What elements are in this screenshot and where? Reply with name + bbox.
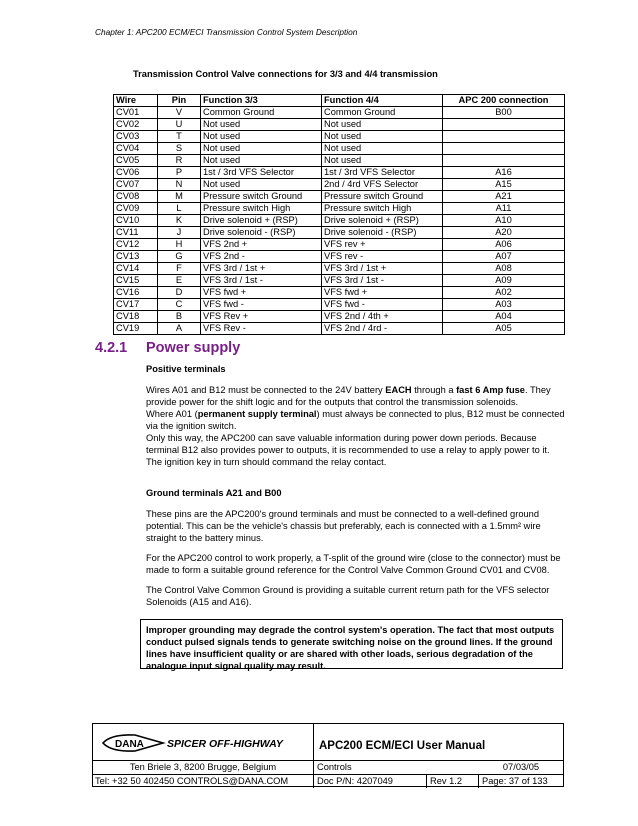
cell-function-44: VFS rev - <box>322 251 443 263</box>
cell-pin: H <box>158 239 201 251</box>
table-caption: Transmission Control Valve connections for 3/3 and 4/4 transmission <box>133 69 438 79</box>
cell-pin: T <box>158 131 201 143</box>
ground-paragraph-2: For the APC200 control to work properly, a T-split of the ground wire (close to the connector) must be made to form a suitable ground reference for the Control Valve Common Ground CV01 and CV08. <box>146 553 561 575</box>
positive-terminals-heading: Positive terminals <box>146 364 226 374</box>
table-row <box>114 191 565 203</box>
cell-function-44: Not used <box>322 131 443 143</box>
table-row <box>114 239 565 251</box>
cell-function-33: Pressure switch High <box>201 203 322 215</box>
cell-wire: CV06 <box>114 167 158 179</box>
cell-function-33: VFS fwd - <box>201 299 322 311</box>
cell-apc-connection: A21 <box>443 191 565 203</box>
cell-function-44: 1st / 3rd VFS Selector <box>322 167 443 179</box>
cell-function-33: Pressure switch Ground <box>201 191 322 203</box>
cell-pin: U <box>158 119 201 131</box>
table-row <box>114 227 565 239</box>
cell-pin: G <box>158 251 201 263</box>
table-row <box>114 215 565 227</box>
footer-row-contact <box>93 774 563 788</box>
cell-apc-connection: A07 <box>443 251 565 263</box>
grounding-warning-box: Improper grounding may degrade the control system's operation. The fact that most outputs conduct pulsed signals tends to generate switching noise on the ground lines. If the ground lines have insufficient quality or are shared with other loads, serious degradation of the analogue input signal quality may result. <box>140 619 563 669</box>
cell-pin: C <box>158 299 201 311</box>
cell-apc-connection: A20 <box>443 227 565 239</box>
cell-function-44: VFS fwd - <box>322 299 443 311</box>
cell-function-33: VFS 3rd / 1st - <box>201 275 322 287</box>
positive-terminals-block <box>146 363 566 468</box>
cell-function-44: VFS 3rd / 1st - <box>322 275 443 287</box>
ground-paragraph-1: These pins are the APC200's ground terminals and must be connected to a well-defined ground potential. This can be the vehicle's chassis but preferably, each is connected with a 1.5mm² wire straight to the battery minus. <box>146 509 541 543</box>
ground-paragraph-3: The Control Valve Common Ground is providing a suitable current return path for the VFS selector Solenoids (A15 and A16). <box>146 585 550 607</box>
cell-apc-connection: A04 <box>443 311 565 323</box>
cell-pin: L <box>158 203 201 215</box>
cell-apc-connection <box>443 143 565 155</box>
cell-apc-connection: B00 <box>443 107 565 119</box>
cell-function-44: 2nd / 4rd VFS Selector <box>322 179 443 191</box>
table-row <box>114 323 565 335</box>
cell-wire: CV14 <box>114 263 158 275</box>
cell-function-33: Common Ground <box>201 107 322 119</box>
cell-wire: CV19 <box>114 323 158 335</box>
page-footer <box>92 723 564 787</box>
footer-logo-cell <box>93 724 314 760</box>
svg-text:DANA: DANA <box>115 739 144 750</box>
dana-logo-icon <box>101 732 301 754</box>
cell-pin: A <box>158 323 201 335</box>
col-header-function-44: Function 4/4 <box>322 95 443 107</box>
cell-wire: CV07 <box>114 179 158 191</box>
cell-pin: K <box>158 215 201 227</box>
positive-paragraph-3: Only this way, the APC200 can save valuable information during power down periods. Because terminal B12 also provides power to outputs, it is recommended to use a relay to apply power to it. The ignition key in turn should command the relay contact. <box>146 433 550 467</box>
cell-pin: P <box>158 167 201 179</box>
cell-function-44: VFS rev + <box>322 239 443 251</box>
cell-pin: F <box>158 263 201 275</box>
footer-row-address <box>93 760 563 774</box>
cell-wire: CV12 <box>114 239 158 251</box>
cell-function-44: Not used <box>322 155 443 167</box>
cell-wire: CV01 <box>114 107 158 119</box>
cell-apc-connection: A16 <box>443 167 565 179</box>
cell-function-44: Not used <box>322 143 443 155</box>
table-row <box>114 263 565 275</box>
cell-wire: CV08 <box>114 191 158 203</box>
table-row <box>114 311 565 323</box>
cell-wire: CV10 <box>114 215 158 227</box>
cell-function-44: Drive solenoid - (RSP) <box>322 227 443 239</box>
footer-manual-title: APC200 ECM/ECI User Manual <box>319 740 486 752</box>
cell-apc-connection: A09 <box>443 275 565 287</box>
col-header-wire: Wire <box>114 95 158 107</box>
cell-function-44: Common Ground <box>322 107 443 119</box>
positive-paragraph-1: Wires A01 and B12 must be connected to the 24V battery EACH through a fast 6 Amp fuse. They provide power for the shift logic and for the outputs that control the transmission solenoids. <box>146 385 551 407</box>
cell-function-33: Not used <box>201 131 322 143</box>
cell-apc-connection: A05 <box>443 323 565 335</box>
cell-apc-connection <box>443 119 565 131</box>
table-row <box>114 107 565 119</box>
cell-wire: CV15 <box>114 275 158 287</box>
cell-function-44: VFS 2nd / 4th + <box>322 311 443 323</box>
chapter-header: Chapter 1: APC200 ECM/ECI Transmission Control System Description <box>95 27 358 37</box>
cell-pin: E <box>158 275 201 287</box>
footer-department: Controls <box>313 761 569 774</box>
col-header-pin: Pin <box>158 95 201 107</box>
cell-function-33: VFS 2nd - <box>201 251 322 263</box>
cell-wire: CV05 <box>114 155 158 167</box>
cell-wire: CV16 <box>114 287 158 299</box>
cell-wire: CV11 <box>114 227 158 239</box>
table-row <box>114 155 565 167</box>
cell-wire: CV03 <box>114 131 158 143</box>
cell-apc-connection: A03 <box>443 299 565 311</box>
table-body <box>114 107 565 335</box>
cell-wire: CV18 <box>114 311 158 323</box>
cell-pin: S <box>158 143 201 155</box>
cell-pin: V <box>158 107 201 119</box>
cell-pin: N <box>158 179 201 191</box>
col-header-apc-connection: APC 200 connection <box>443 95 565 107</box>
cell-apc-connection: A15 <box>443 179 565 191</box>
footer-address: Ten Briele 3, 8200 Brugge, Belgium <box>129 762 277 772</box>
section-number: 4.2.1 <box>95 340 128 356</box>
footer-doc-number: Doc P/N: 4207049 <box>313 775 429 788</box>
svg-text:SPICER OFF-HIGHWAY: SPICER OFF-HIGHWAY <box>167 738 283 750</box>
connections-table <box>113 94 565 335</box>
footer-revision: Rev 1.2 <box>426 775 481 788</box>
cell-function-33: Drive solenoid + (RSP) <box>201 215 322 227</box>
table-row <box>114 119 565 131</box>
cell-apc-connection: A06 <box>443 239 565 251</box>
cell-apc-connection: A08 <box>443 263 565 275</box>
cell-function-33: VFS Rev - <box>201 323 322 335</box>
cell-function-33: Not used <box>201 143 322 155</box>
cell-function-44: Pressure switch High <box>322 203 443 215</box>
table-row <box>114 179 565 191</box>
cell-wire: CV17 <box>114 299 158 311</box>
table-row <box>114 275 565 287</box>
cell-function-33: Not used <box>201 179 322 191</box>
cell-function-44: VFS 3rd / 1st + <box>322 263 443 275</box>
cell-function-33: Drive solenoid - (RSP) <box>201 227 322 239</box>
table-row <box>114 131 565 143</box>
section-title: Power supply <box>146 340 241 356</box>
ground-terminals-block <box>146 487 566 608</box>
cell-function-33: VFS 3rd / 1st + <box>201 263 322 275</box>
table-row <box>114 287 565 299</box>
col-header-function-33: Function 3/3 <box>201 95 322 107</box>
cell-function-33: VFS 2nd + <box>201 239 322 251</box>
cell-wire: CV04 <box>114 143 158 155</box>
table-row <box>114 203 565 215</box>
cell-apc-connection: A02 <box>443 287 565 299</box>
cell-function-33: 1st / 3rd VFS Selector <box>201 167 322 179</box>
cell-pin: B <box>158 311 201 323</box>
cell-wire: CV02 <box>114 119 158 131</box>
cell-function-33: Not used <box>201 155 322 167</box>
cell-function-33: VFS Rev + <box>201 311 322 323</box>
positive-paragraph-2: Where A01 (permanent supply terminal) must always be connected to plus, B12 must be connected via the ignition switch. <box>146 409 565 431</box>
table-row <box>114 167 565 179</box>
cell-pin: D <box>158 287 201 299</box>
cell-function-44: VFS 2nd / 4rd - <box>322 323 443 335</box>
cell-function-44: VFS fwd + <box>322 287 443 299</box>
cell-function-33: VFS fwd + <box>201 287 322 299</box>
cell-function-44: Drive solenoid + (RSP) <box>322 215 443 227</box>
cell-wire: CV13 <box>114 251 158 263</box>
cell-apc-connection <box>443 131 565 143</box>
cell-pin: M <box>158 191 201 203</box>
cell-function-44: Pressure switch Ground <box>322 191 443 203</box>
table-row <box>114 299 565 311</box>
cell-function-44: Not used <box>322 119 443 131</box>
table-row <box>114 251 565 263</box>
cell-pin: R <box>158 155 201 167</box>
cell-apc-connection <box>443 155 565 167</box>
table-header-row <box>114 95 565 107</box>
table-row <box>114 143 565 155</box>
cell-wire: CV09 <box>114 203 158 215</box>
ground-terminals-heading: Ground terminals A21 and B00 <box>146 488 282 498</box>
cell-function-33: Not used <box>201 119 322 131</box>
footer-page: Page: 37 of 133 <box>478 775 568 788</box>
cell-apc-connection: A10 <box>443 215 565 227</box>
cell-apc-connection: A11 <box>443 203 565 215</box>
footer-contact: Tel: +32 50 402450 CONTROLS@DANA.COM <box>95 776 289 786</box>
footer-date: 07/03/05 <box>502 762 540 772</box>
cell-pin: J <box>158 227 201 239</box>
